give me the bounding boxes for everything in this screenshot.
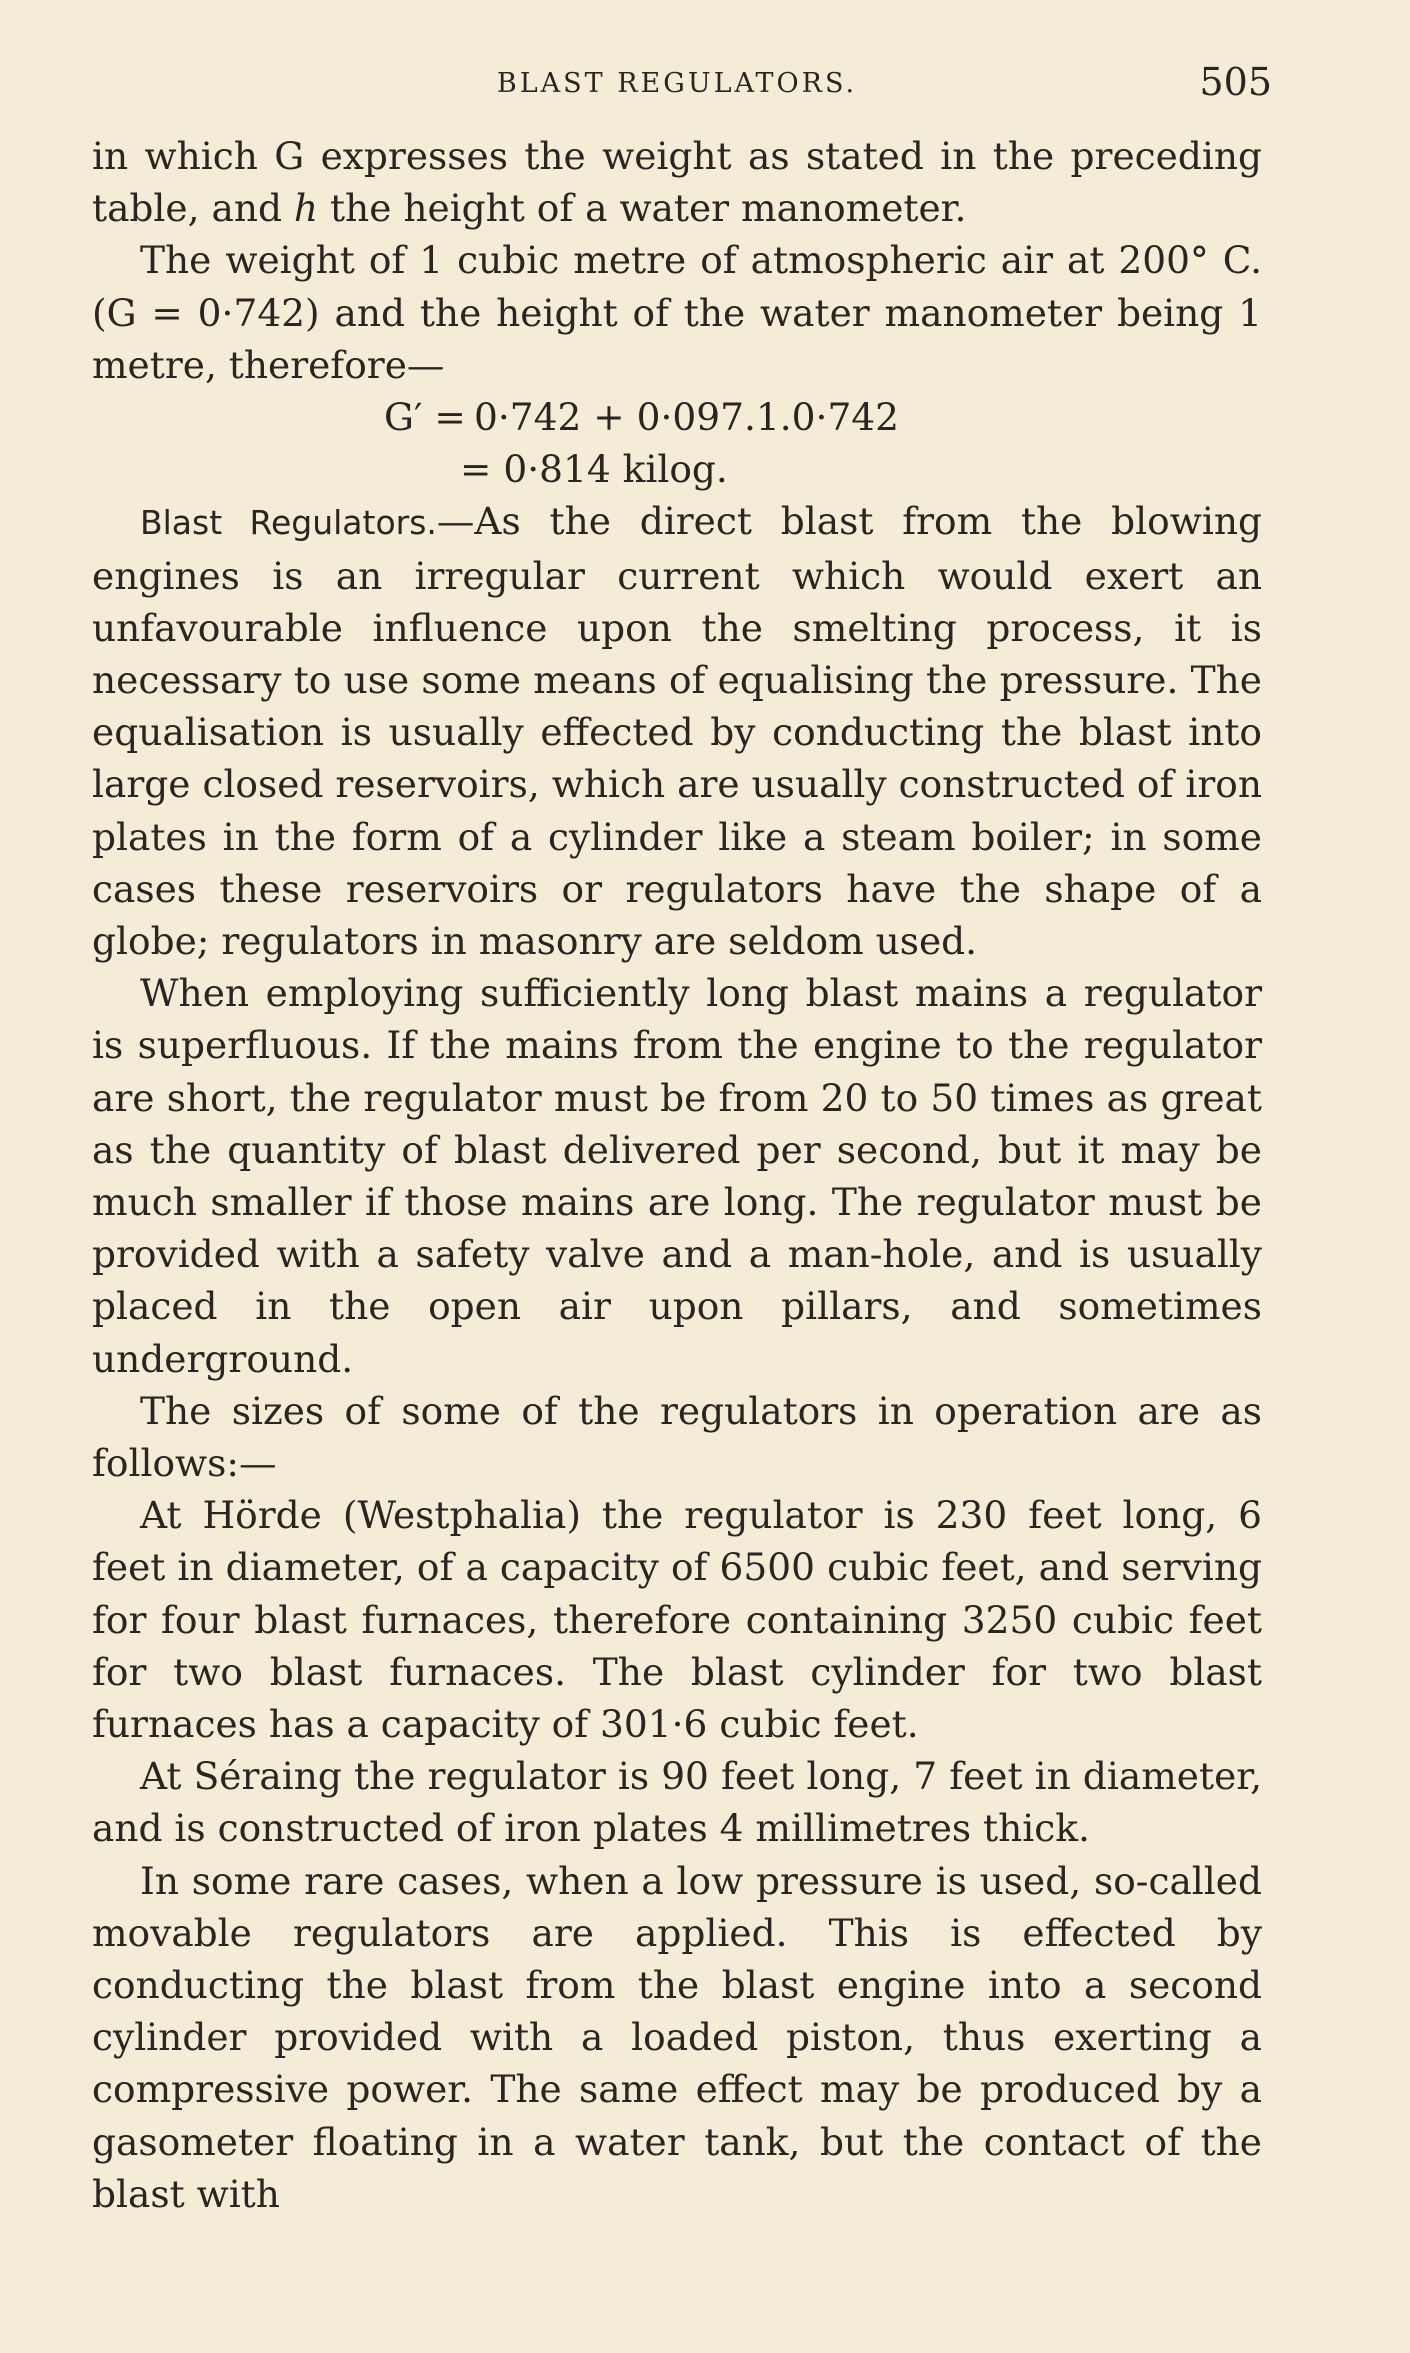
paragraph-horde: At Hörde (Westphalia) the regulator is 230 feet long, 6 feet in diameter, of a capacity of 6500 cubic feet, and serving for four blast furnaces, therefore containing 3250 cubic feet for two blast furnaces. The blast cylinder for two blast furnaces has a capacity of 301·6 cubic feet. <box>92 1493 1262 1747</box>
p1-text-b: the height of a water manometer. <box>318 186 967 231</box>
page-number: 505 <box>1199 60 1272 104</box>
running-head: BLAST REGULATORS. <box>496 68 858 99</box>
variable-h: h <box>293 186 319 231</box>
page-header <box>92 60 1272 130</box>
formula <box>92 391 1262 495</box>
p3-text: —As the direct blast from the blowing engines is an irregular current which would exert an unfavourable influence upon the smelting process, it is necessary to use some means of equalising the pressure. The equalisation is usually effected by conducting the blast into large closed reservoirs, which are usually constructed of iron plates in the form of a cylinder like a steam boiler; in some cases these reservoirs or regulators have the shape of a globe; regulators in masonry are seldom used. <box>92 499 1262 964</box>
paragraph-continuation <box>92 130 1262 234</box>
formula-lhs: G′ = <box>384 395 466 440</box>
paragraph-blast-regulators <box>92 495 1262 967</box>
paragraph-movable-regulators: In some rare cases, when a low pressure is used, so-called movable regulators are applied. This is effected by conducting the blast from the blast engine into a second cylinder provided with a loaded piston, thus exerting a compressive power. The same effect may be produced by a gasometer floating in a water tank, but the contact of the blast with <box>92 1858 1262 2216</box>
formula-rhs: 0·742 + 0·097.1.0·742 <box>474 395 900 440</box>
p1-text-a: in which G expresses the weight as stated in the preceding table, and <box>92 134 1262 231</box>
paragraph-blast-mains: When employing sufficiently long blast mains a regulator is superfluous. If the mains from the engine to the regulator are short, the regulator must be from 20 to 50 times as great as the quantity of blast delivered per second, but it may be much smaller if those mains are long. The regulator must be provided with a safety valve and a man-hole, and is usually placed in the open air upon pillars, and sometimes underground. <box>92 971 1262 1381</box>
paragraph-sizes: The sizes of some of the regulators in operation are as follows:— <box>92 1388 1262 1486</box>
section-title: Blast Regulators. <box>140 503 437 543</box>
paragraph-seraing: At Séraing the regulator is 90 feet long, 7 feet in diameter, and is constructed of iron plates 4 millimetres thick. <box>92 1754 1262 1851</box>
book-page <box>92 60 1272 2220</box>
paragraph-air-weight: The weight of 1 cubic metre of atmospheric air at 200° C. (G = 0·742) and the height of the water manometer being 1 metre, therefore— <box>92 238 1262 387</box>
formula-result: = 0·814 kilog. <box>460 447 728 492</box>
